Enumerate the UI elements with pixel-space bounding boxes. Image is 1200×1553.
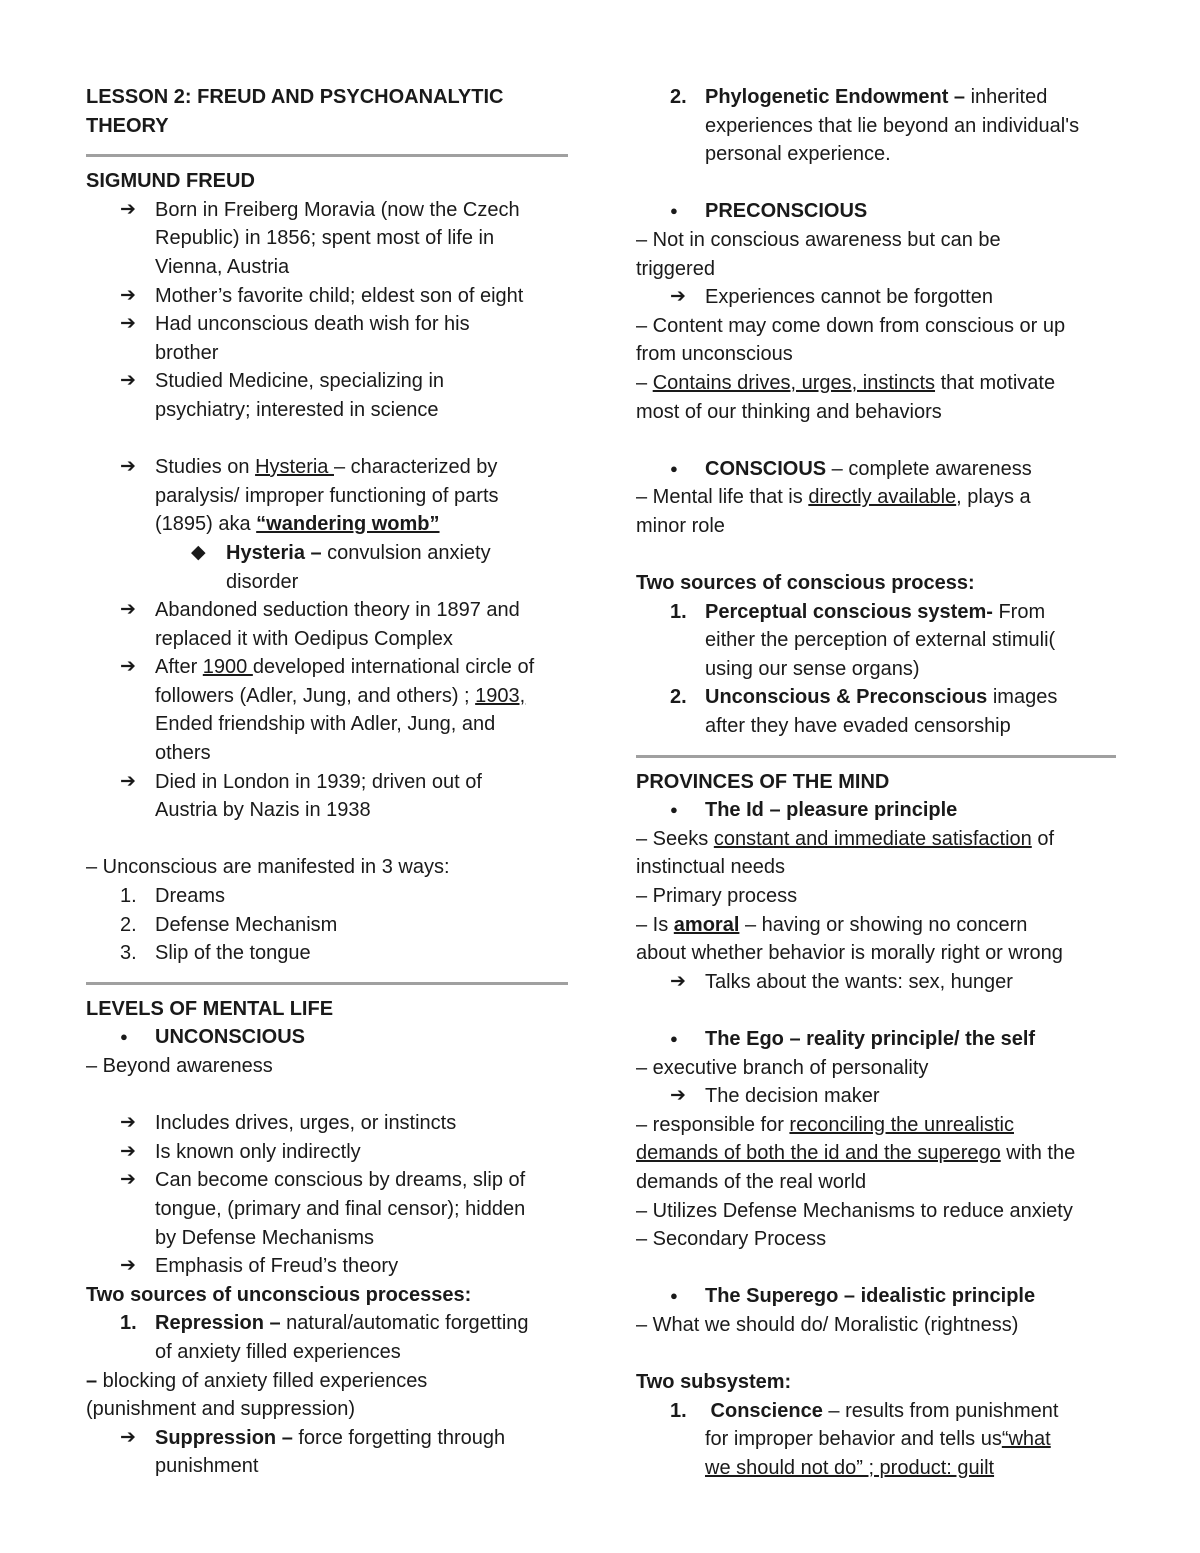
preconscious-heading: ● PRECONSCIOUS bbox=[636, 197, 1116, 226]
ego-arrow-item: ➔ The decision maker bbox=[636, 1082, 1116, 1111]
unconscious-list-item: ➔ Is known only indirectly bbox=[86, 1138, 568, 1167]
ego-line: – responsible for reconciling the unrealistic bbox=[636, 1113, 1014, 1136]
conscience-item: 1. Conscience – results from punishment for improper behavior and tells us“what we should not do” ; product: guilt bbox=[670, 1399, 1059, 1479]
arrow-icon: ➔ bbox=[670, 1085, 686, 1107]
unconscious-heading: ● UNCONSCIOUS bbox=[86, 1023, 568, 1052]
preconscious-line: – Not in conscious awareness but can be bbox=[636, 228, 1001, 251]
arrow-icon: ➔ bbox=[120, 770, 136, 792]
id-line: – Seeks constant and immediate satisfaction of bbox=[636, 827, 1055, 850]
bullet-icon: ● bbox=[670, 802, 678, 818]
id-line: – Is amoral – having or showing no concern bbox=[636, 913, 1028, 936]
ego-line: – Secondary Process bbox=[636, 1228, 827, 1251]
lesson-title: LESSON 2: FREUD AND PSYCHOANALYTIC THEORY bbox=[86, 86, 504, 137]
bullet-icon: ● bbox=[670, 203, 678, 219]
section-divider bbox=[86, 154, 568, 157]
blocking-line: – blocking of anxiety filled experiences bbox=[86, 1369, 428, 1392]
preconscious-arrow-item: ➔ Experiences cannot be forgotten bbox=[636, 283, 1116, 312]
bullet-icon: ● bbox=[670, 1031, 678, 1046]
phylogenetic-item: 2. Phylogenetic Endowment – inherited experiences that lie beyond an individual's personal experience. bbox=[670, 86, 1080, 166]
left-column bbox=[86, 83, 568, 1481]
two-sources-conscious-heading: Two sources of conscious process: bbox=[636, 572, 975, 595]
ego-heading: ● The Ego – reality principle/ the self bbox=[636, 1025, 1116, 1054]
freud-list bbox=[86, 196, 568, 425]
arrow-icon: ➔ bbox=[120, 1426, 136, 1448]
arrow-icon: ➔ bbox=[670, 970, 686, 992]
arrow-icon: ➔ bbox=[120, 313, 136, 335]
died-item: ➔ Died in London in 1939; driven out of Austria by Nazis in 1938 bbox=[86, 768, 568, 825]
unconscious-list-item: ➔ Includes drives, urges, or instincts bbox=[86, 1109, 568, 1138]
preconscious-line: from unconscious bbox=[636, 343, 793, 366]
arrow-icon: ➔ bbox=[120, 1169, 136, 1191]
arrow-icon: ➔ bbox=[120, 599, 136, 621]
arrow-icon: ➔ bbox=[120, 198, 136, 220]
manifest-intro: – Unconscious are manifested in 3 ways: bbox=[86, 856, 450, 879]
conscious-line: – Mental life that is directly available, plays a bbox=[636, 486, 1031, 509]
conscious-line: minor role bbox=[636, 514, 725, 537]
superego-heading: ● The Superego – idealistic principle bbox=[636, 1282, 1116, 1311]
preconscious-line: – Content may come down from conscious or up bbox=[636, 314, 1066, 337]
preconscious-line: – Contains drives, urges, instincts that motivate bbox=[636, 371, 1056, 394]
ego-line: demands of the real world bbox=[636, 1170, 867, 1193]
freud-list-item: ➔ Had unconscious death wish for his brother bbox=[86, 310, 568, 367]
bullet-icon: ● bbox=[670, 1288, 678, 1304]
manifest-item-3: 3. Slip of the tongue bbox=[120, 942, 311, 965]
suppression-item: ➔ Suppression – force forgetting through punishment bbox=[86, 1424, 568, 1481]
two-sources-unconscious-heading: Two sources of unconscious processes: bbox=[86, 1283, 472, 1306]
manifest-item-2: 2. Defense Mechanism bbox=[120, 913, 338, 936]
id-line: instinctual needs bbox=[636, 856, 785, 879]
freud-list-item: ➔ Studied Medicine, specializing in psychiatry; interested in science bbox=[86, 367, 568, 424]
unconscious-def: – Beyond awareness bbox=[86, 1055, 273, 1077]
ego-line: – Utilizes Defense Mechanisms to reduce anxiety bbox=[636, 1199, 1073, 1222]
bullet-icon: ● bbox=[120, 1029, 128, 1045]
hysteria-item: ➔ Studies on Hysteria – characterized by paralysis/ improper functioning of parts (1895) aka “wandering womb” bbox=[86, 453, 568, 539]
right-column bbox=[636, 83, 1116, 1483]
arrow-icon: ➔ bbox=[670, 286, 686, 308]
arrow-icon: ➔ bbox=[120, 1112, 136, 1134]
unconscious-list-item: ➔ Can become conscious by dreams, slip of tongue, (primary and final censor); hidden by Defense Mechanisms bbox=[86, 1166, 568, 1252]
id-line: – Primary process bbox=[636, 885, 798, 908]
hysteria-subitem: ◆ Hysteria – convulsion anxiety disorder bbox=[86, 539, 568, 596]
ego-line: demands of both the id and the superego with the bbox=[636, 1142, 1076, 1165]
id-line: about whether behavior is morally right or wrong bbox=[636, 942, 1063, 965]
arrow-icon: ➔ bbox=[120, 656, 136, 678]
circle-item: ➔ After 1900 developed international circle of followers (Adler, Jung, and others) ; 1903, Ended friendship with Adler, Jung, and others bbox=[86, 653, 568, 767]
blocking-line-2: (punishment and suppression) bbox=[86, 1398, 356, 1421]
id-heading: ● The Id – pleasure principle bbox=[636, 796, 1116, 825]
preconscious-line: triggered bbox=[636, 257, 715, 280]
unconscious-list bbox=[86, 1109, 568, 1281]
unconscious-list-item: ➔ Emphasis of Freud’s theory bbox=[86, 1252, 568, 1281]
freud-list-item: ➔ Mother’s favorite child; eldest son of eight bbox=[86, 282, 568, 311]
id-arrow-item: ➔ Talks about the wants: sex, hunger bbox=[636, 968, 1116, 997]
section-divider bbox=[86, 982, 568, 985]
section-divider bbox=[636, 755, 1116, 758]
ego-line: – executive branch of personality bbox=[636, 1056, 929, 1079]
subsystem-heading: Two subsystem: bbox=[636, 1371, 792, 1394]
levels-heading: LEVELS OF MENTAL LIFE bbox=[86, 997, 334, 1020]
unconscious-preconscious-item: 2. Unconscious & Preconscious images after they have evaded censorship bbox=[670, 686, 1058, 738]
freud-list-item: ➔ Born in Freiberg Moravia (now the Czech Republic) in 1856; spent most of life in Vienna, Austria bbox=[86, 196, 568, 282]
arrow-icon: ➔ bbox=[120, 284, 136, 306]
preconscious-line: most of our thinking and behaviors bbox=[636, 400, 942, 423]
seduction-item: ➔ Abandoned seduction theory in 1897 and replaced it with Oedipus Complex bbox=[86, 596, 568, 653]
superego-line: – What we should do/ Moralistic (rightness) bbox=[636, 1313, 1019, 1336]
arrow-icon: ➔ bbox=[120, 1140, 136, 1162]
freud-heading: SIGMUND FREUD bbox=[86, 170, 255, 193]
perceptual-item: 1. Perceptual conscious system- From either the perception of external stimuli( using our sense organs) bbox=[670, 600, 1056, 680]
conscious-heading: ● CONSCIOUS – complete awareness bbox=[636, 455, 1116, 484]
repression-item: 1. Repression – natural/automatic forgetting of anxiety filled experiences bbox=[120, 1312, 529, 1363]
bullet-icon: ● bbox=[670, 460, 678, 476]
arrow-icon: ➔ bbox=[120, 456, 136, 478]
provinces-heading: PROVINCES OF THE MIND bbox=[636, 770, 890, 793]
arrow-icon: ➔ bbox=[120, 370, 136, 392]
diamond-icon: ◆ bbox=[191, 541, 206, 563]
arrow-icon: ➔ bbox=[120, 1255, 136, 1277]
manifest-item-1: 1. Dreams bbox=[120, 885, 226, 908]
